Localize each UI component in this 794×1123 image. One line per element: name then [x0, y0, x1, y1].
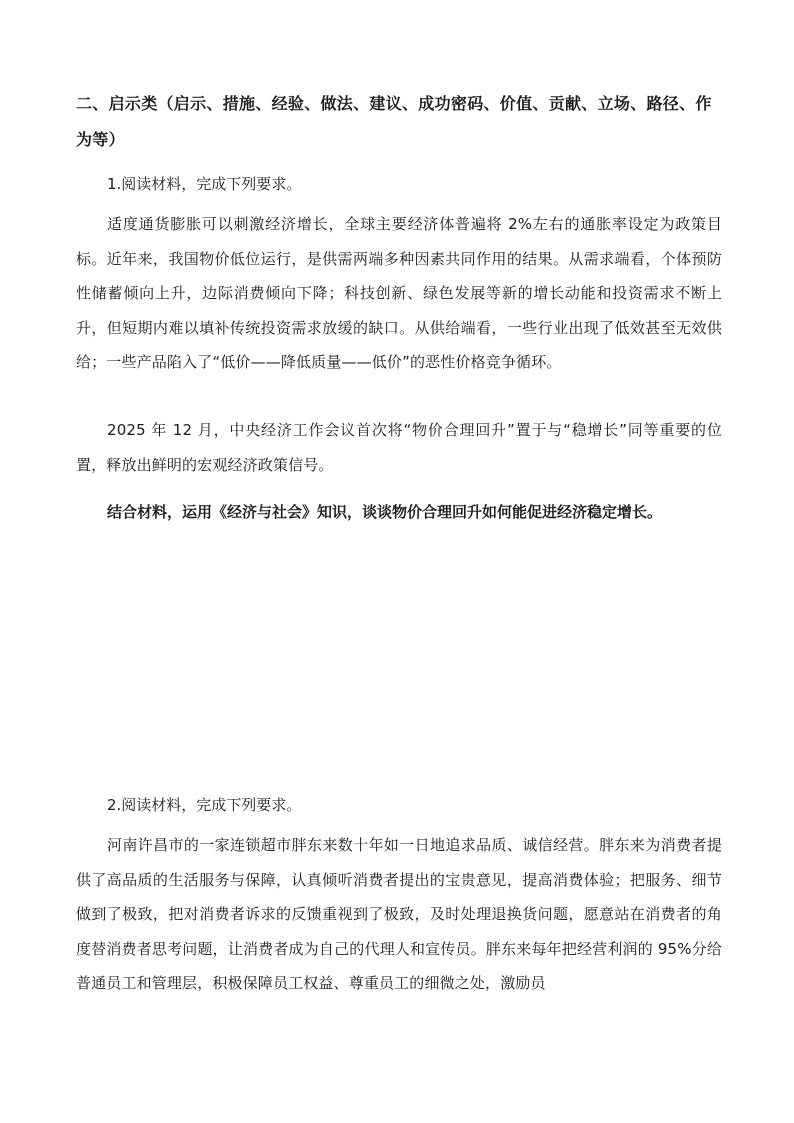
question-1-task: 结合材料，运用《经济与社会》知识，谈谈物价合理回升如何能促进经济稳定增长。 — [107, 503, 663, 521]
section-title: 二、启示类（启示、措施、经验、做法、建议、成功密码、价值、贡献、立场、路径、作为等） — [76, 94, 712, 149]
question-1-material-paragraph-2: 2025 年 12 月，中央经济工作会议首次将“物价合理回升”置于与“稳增长”同等重要的位置，释放出鲜明的宏观经济政策信号。 — [76, 421, 722, 474]
answer-space — [76, 540, 722, 780]
question-1-material-paragraph-1: 适度通货膨胀可以刺激经济增长，全球主要经济体普遍将 2%左右的通胀率设定为政策目标。近年来，我国物价低位运行，是供需两端多种因素共同作用的结果。从需求端看，个体预防性储蓄倾向上升，边际消费倾向下降；科技创新、绿色发展等新的增长动能和投资需求不断上升，但短期内难以填补传统投资需求放缓的缺口。从供给端看，一些行业出现了低效甚至无效供给；一些产品陷入了“低价——降低质量——低价”的恶性价格竞争循环。 — [76, 215, 722, 372]
question-2-heading: 2.阅读材料，完成下列要求。 — [107, 796, 302, 814]
question-1-heading: 1.阅读材料，完成下列要求。 — [107, 175, 302, 193]
question-2-material-paragraph-1: 河南许昌市的一家连锁超市胖东来数十年如一日地追求品质、诚信经营。胖东来为消费者提供了高品质的生活服务与保障，认真倾听消费者提出的宝贵意见，提高消费体验；把服务、细节做到了极致，把对消费者诉求的反馈重视到了极致，及时处理退换货问题，愿意站在消费者的角度替消费者思考问题，让消费者成为自己的代理人和宣传员。胖东来每年把经营利润的 95%分给普通员工和管理层，积极保障员工权益、尊重员工的细微之处，激励员 — [76, 836, 722, 993]
